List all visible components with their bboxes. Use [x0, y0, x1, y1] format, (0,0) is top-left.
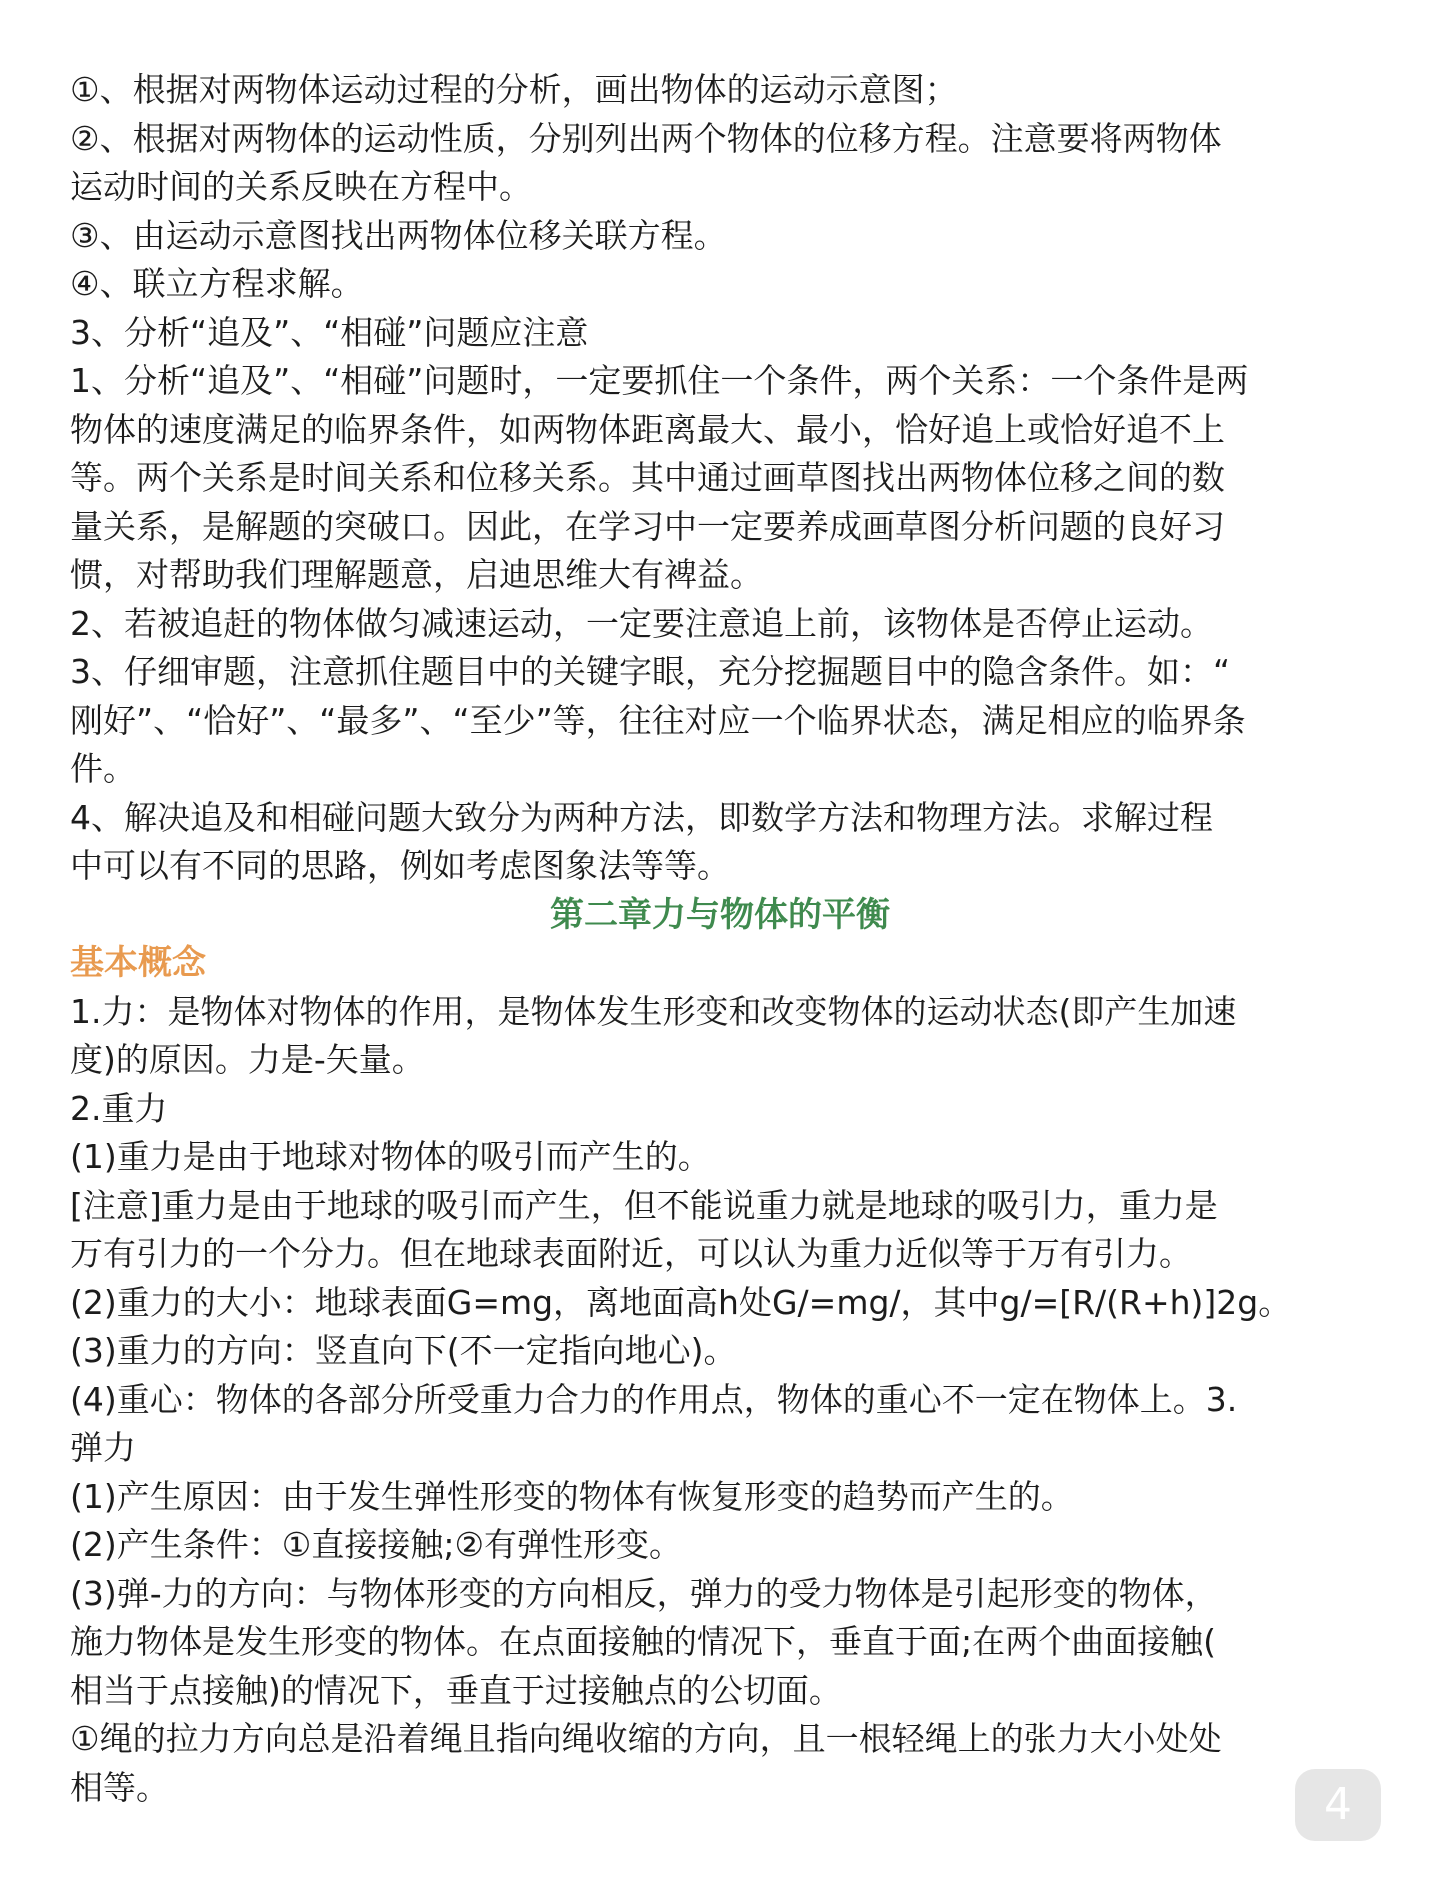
- paragraph-top: [70, 66, 1370, 891]
- text-line: ②、根据对两物体的运动性质，分别列出两个物体的位移方程。注意要将两物体: [70, 118, 1222, 158]
- chapter-title: 第二章力与物体的平衡: [550, 894, 890, 935]
- text-line: 相当于点接触)的情况下，垂直于过接触点的公切面。: [70, 1670, 842, 1710]
- text-line: 3、分析“追及”、“相碰”问题应注意: [70, 312, 589, 352]
- text-line: ④、联立方程求解。: [70, 264, 364, 303]
- text-line: 量关系，是解题的突破口。因此，在学习中一定要养成画草图分析问题的良好习: [70, 506, 1225, 546]
- text-line: 中可以有不同的思路，例如考虑图象法等等。: [70, 846, 730, 885]
- text-line: (2)产生条件：①直接接触;②有弹性形变。: [70, 1525, 683, 1564]
- text-line: (4)重心：物体的各部分所受重力合力的作用点，物体的重心不一定在物体上。3.: [70, 1379, 1238, 1419]
- text-line: (3)重力的方向：竖直向下(不一定指向地心)。: [70, 1331, 737, 1370]
- text-line: (3)弹-力的方向：与物体形变的方向相反，弹力的受力物体是引起形变的物体，: [70, 1573, 1218, 1613]
- text-line: 度)的原因。力是-矢量。: [70, 1040, 425, 1079]
- text-line: 惯，对帮助我们理解题意，启迪思维大有裨益。: [70, 555, 763, 594]
- text-line: 施力物体是发生形变的物体。在点面接触的情况下，垂直于面;在两个曲面接触(: [70, 1622, 1216, 1661]
- text-line: (1)产生原因：由于发生弹性形变的物体有恢复形变的趋势而产生的。: [70, 1476, 1074, 1516]
- text-line: (1)重力是由于地球对物体的吸引而产生的。: [70, 1137, 711, 1176]
- text-line: 物体的速度满足的临界条件，如两物体距离最大、最小，恰好追上或恰好追不上: [70, 409, 1225, 449]
- text-line: ③、由运动示意图找出两物体位移关联方程。: [70, 215, 727, 255]
- text-line: 弹力: [70, 1428, 136, 1467]
- text-line: 1.力：是物体对物体的作用，是物体发生形变和改变物体的运动状态(即产生加速: [70, 991, 1237, 1031]
- text-line: ①绳的拉力方向总是沿着绳且指向绳收缩的方向，且一根轻绳上的张力大小处处: [70, 1719, 1222, 1758]
- paragraph-bottom: [70, 988, 1370, 1813]
- text-line: 运动时间的关系反映在方程中。: [70, 167, 532, 206]
- text-line: 3、仔细审题，注意抓住题目中的关键字眼，充分挖掘题目中的隐含条件。如：“: [70, 652, 1231, 691]
- text-line: (2)重力的大小：地球表面G=mg，离地面高h处G/=mg/，其中g/=[R/(R+h)]2g。: [70, 1282, 1292, 1322]
- text-line: 刚好”、“恰好”、“最多”、“至少”等，往往对应一个临界状态，满足相应的临界条: [70, 700, 1246, 740]
- text-line: 1、分析“追及”、“相碰”问题时，一定要抓住一个条件，两个关系：一个条件是两: [70, 361, 1249, 400]
- page-number-badge: 4: [1295, 1769, 1381, 1841]
- text-line: 相等。: [70, 1767, 169, 1807]
- text-line: 4、解决追及和相碰问题大致分为两种方法，即数学方法和物理方法。求解过程: [70, 797, 1213, 837]
- document-page: [70, 66, 1370, 1812]
- text-line: 万有引力的一个分力。但在地球表面附近，可以认为重力近似等于万有引力。: [70, 1234, 1192, 1273]
- section-title: 基本概念: [70, 943, 206, 983]
- text-line: 等。两个关系是时间关系和位移关系。其中通过画草图找出两物体位移之间的数: [70, 458, 1225, 497]
- text-line: ①、根据对两物体运动过程的分析，画出物体的运动示意图；: [70, 70, 958, 109]
- text-line: 2、若被追赶的物体做匀减速运动，一定要注意追上前，该物体是否停止运动。: [70, 603, 1213, 643]
- text-line: [注意]重力是由于地球的吸引而产生，但不能说重力就是地球的吸引力，重力是: [70, 1185, 1218, 1225]
- text-line: 件。: [70, 749, 136, 788]
- text-line: 2.重力: [70, 1088, 168, 1128]
